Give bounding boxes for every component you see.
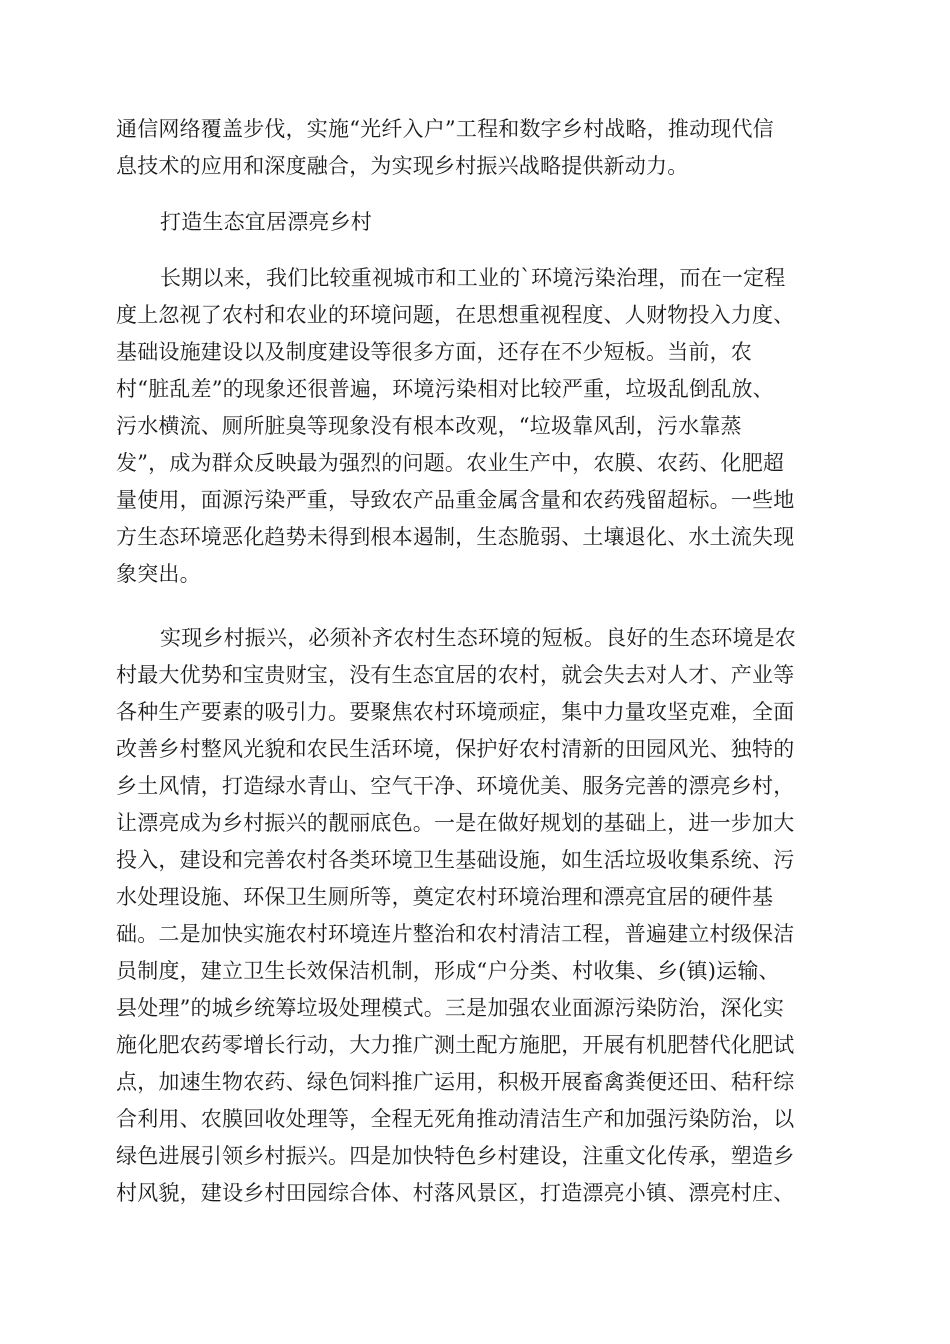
text-line: 础。二是加快实施农村环境连片整治和农村清洁工程，普遍建立村级保洁 xyxy=(116,922,795,946)
text-line: 县处理”的城乡统筹垃圾处理模式。三是加强农业面源污染防治，深化实 xyxy=(116,996,785,1020)
section-heading: 打造生态宜居漂亮乡村 xyxy=(160,210,372,234)
text-line: 息技术的应用和深度融合，为实现乡村振兴战略提供新动力。 xyxy=(116,154,689,178)
text-line: 水处理设施、环保卫生厕所等，奠定农村环境治理和漂亮宜居的硬件基 xyxy=(116,885,774,909)
text-line: 施化肥农药零增长行动，大力推广测土配方施肥，开展有机肥替代化肥试 xyxy=(116,1033,795,1057)
text-line: 象突出。 xyxy=(116,562,201,586)
text-line: 点，加速生物农药、绿色饲料推广运用，积极开展畜禽粪便还田、秸秆综 xyxy=(116,1070,795,1094)
text-line: 实现乡村振兴，必须补齐农村生态环境的短板。良好的生态环境是农 xyxy=(160,626,796,650)
text-line: 员制度，建立卫生长效保洁机制，形成“户分类、村收集、乡(镇)运输、 xyxy=(116,959,780,983)
text-line: 通信网络覆盖步伐，实施“光纤入户”工程和数字乡村战略，推动现代信 xyxy=(116,117,774,141)
text-line: 绿色进展引领乡村振兴。四是加快特色乡村建设，注重文化传承，塑造乡 xyxy=(116,1144,795,1168)
text-line: 发”，成为群众反映最为强烈的问题。农业生产中，农膜、农药、化肥超 xyxy=(116,451,785,475)
text-line: 村风貌，建设乡村田园综合体、村落风景区，打造漂亮小镇、漂亮村庄、 xyxy=(116,1181,795,1205)
text-line: 让漂亮成为乡村振兴的靓丽底色。一是在做好规划的基础上，进一步加大 xyxy=(116,811,795,835)
text-line: 基础设施建设以及制度建设等很多方面，还存在不少短板。当前，农 xyxy=(116,340,752,364)
text-line: 村“脏乱差”的现象还很普遍，环境污染相对比较严重，垃圾乱倒乱放、 xyxy=(116,377,774,401)
text-line: 方生态环境恶化趋势未得到根本遏制，生态脆弱、土壤退化、水土流失现 xyxy=(116,525,795,549)
text-line: 量使用，面源污染严重，导致农产品重金属含量和农药残留超标。一些地 xyxy=(116,488,795,512)
text-line: 污水横流、厕所脏臭等现象没有根本改观，“垃圾靠风刮，污水靠蒸 xyxy=(116,414,742,438)
text-line: 长期以来，我们比较重视城市和工业的`环境污染治理，而在一定程 xyxy=(160,266,786,290)
text-line: 度上忽视了农村和农业的环境问题，在思想重视程度、人财物投入力度、 xyxy=(116,303,795,327)
text-line: 合利用、农膜回收处理等，全程无死角推动清洁生产和加强污染防治，以 xyxy=(116,1107,795,1131)
text-line: 乡土风情，打造绿水青山、空气干净、环境优美、服务完善的漂亮乡村， xyxy=(116,774,795,798)
text-line: 村最大优势和宝贵财宝，没有生态宜居的农村，就会失去对人才、产业等 xyxy=(116,663,795,687)
text-line: 投入，建设和完善农村各类环境卫生基础设施，如生活垃圾收集系统、污 xyxy=(116,848,795,872)
text-line: 各种生产要素的吸引力。要聚焦农村环境顽症，集中力量攻坚克难，全面 xyxy=(116,700,795,724)
text-line: 改善乡村整风光貌和农民生活环境，保护好农村清新的田园风光、独特的 xyxy=(116,737,795,761)
